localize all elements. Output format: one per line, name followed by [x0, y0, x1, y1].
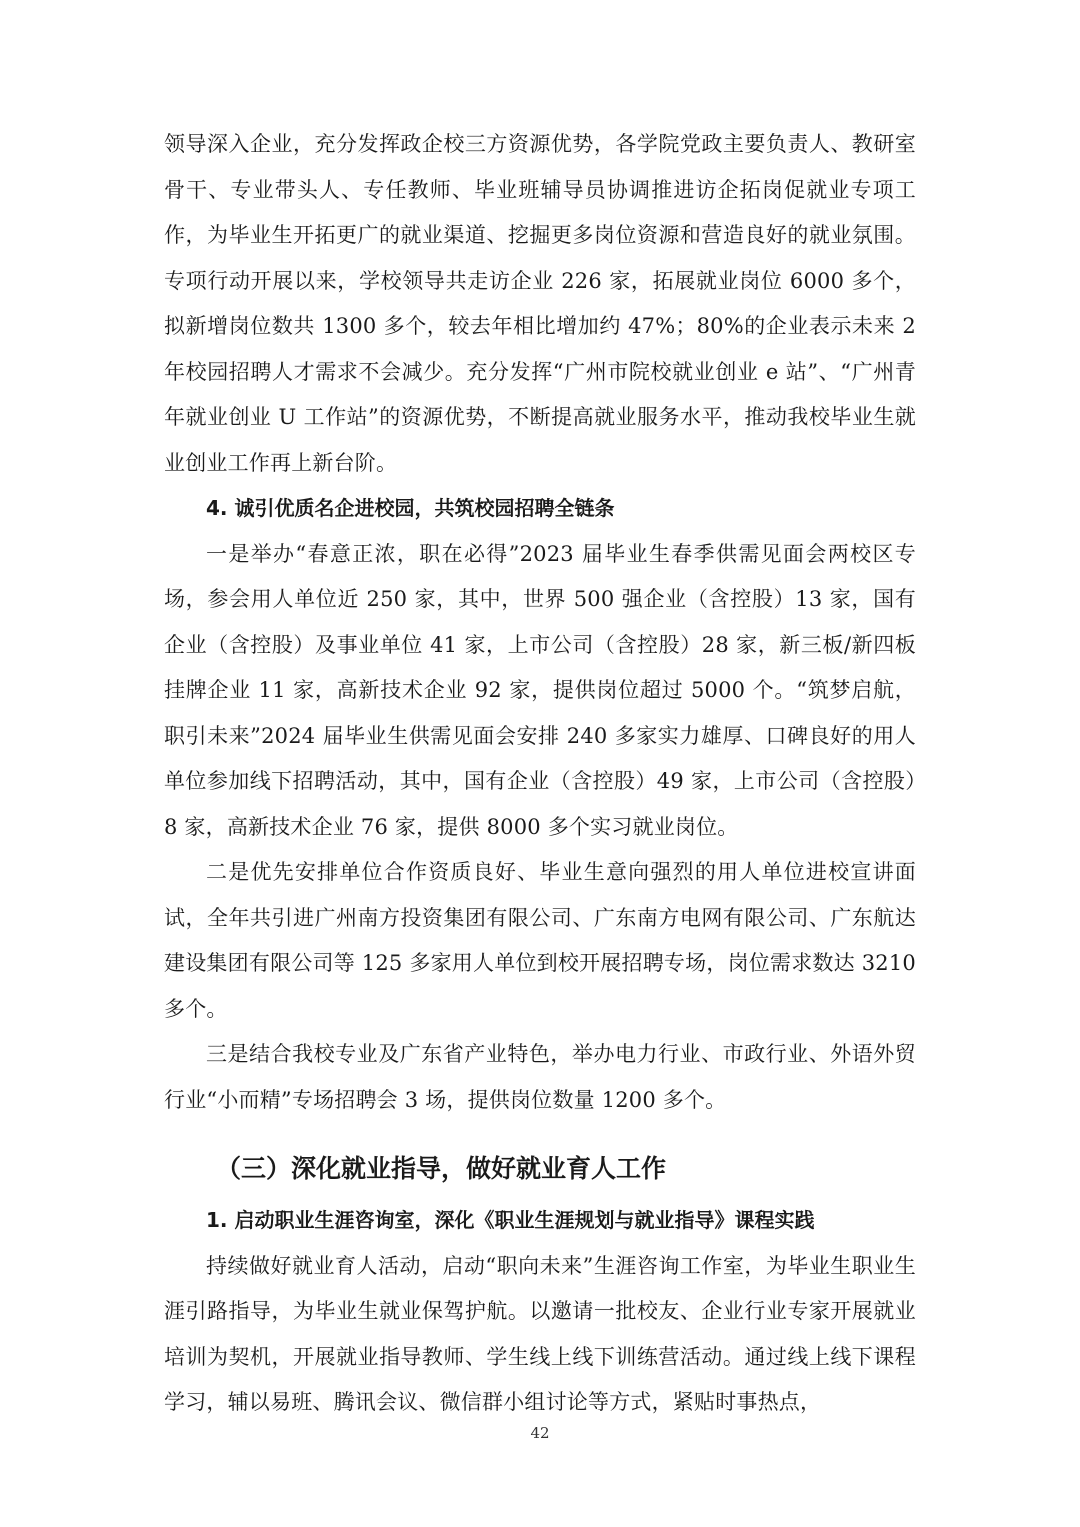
subheading-campus-recruitment: 4. 诚引优质名企进校园，共筑校园招聘全链条 [206, 496, 615, 520]
section-heading-employment-guidance: （三）深化就业指导，做好就业育人工作 [216, 1154, 667, 1183]
paragraph-spring-fair: 一是举办“春意正浓，职在必得”2023 届毕业生春季供需见面会两校区专场，参会用人单位近 250 家，其中，世界 500 强企业（含控股）13 家，国有企业（含控股）及事业单位 41 家，上市公司（含控股）28 家，新三板/新四板挂牌企业 11 家，高新技术企业 92 家，提供岗位超过 5000 个。“筑梦启航，职引未来”2024 届毕业生供需见面会安排 240 多家实力雄厚、口碑良好的用人单位参加线下招聘活动，其中，国有企业（含控股）49 家，上市公司（含控股）8 家，高新技术企业 76 家，提供 8000 多个实习就业岗位。 [164, 541, 916, 839]
page-number: 42 [530, 1424, 550, 1442]
paragraph-career-activities: 持续做好就业育人活动，启动“职向未来”生涯咨询工作室，为毕业生职业生涯引路指导，为毕业生就业保驾护航。以邀请一批校友、企业行业专家开展就业培训为契机，开展就业指导教师、学生线上线下训练营活动。通过线上线下课程学习，辅以易班、腾讯会议、微信群小组讨论等方式，紧贴时事热点， [164, 1253, 916, 1414]
document-body [164, 122, 916, 1426]
paragraph-industry-fairs: 三是结合我校专业及广东省产业特色，举办电力行业、市政行业、外语外贸行业“小而精”专场招聘会 3 场，提供岗位数量 1200 多个。 [164, 1042, 916, 1112]
paragraph-visit-enterprises: 领导深入企业，充分发挥政企校三方资源优势，各学院党政主要负责人、教研室骨干、专业带头人、专任教师、毕业班辅导员协调推进访企拓岗促就业专项工作，为毕业生开拓更广的就业渠道、挖掘更多岗位资源和营造良好的就业氛围。专项行动开展以来，学校领导共走访企业 226 家，拓展就业岗位 6000 多个，拟新增岗位数共 1300 多个，较去年相比增加约 47%；80%的企业表示未来 2 年校园招聘人才需求不会减少。充分发挥“广州市院校就业创业 e 站”、“广州青年就业创业 U 工作站”的资源优势，不断提高就业服务水平，推动我校毕业生就业创业工作再上新台阶。 [164, 132, 916, 475]
paragraph-priority-units: 二是优先安排单位合作资质良好、毕业生意向强烈的用人单位进校宣讲面试，全年共引进广州南方投资集团有限公司、广东南方电网有限公司、广东航达建设集团有限公司等 125 多家用人单位到校开展招聘专场，岗位需求数达 3210 多个。 [164, 860, 916, 1021]
subheading-career-consulting: 1. 启动职业生涯咨询室，深化《职业生涯规划与就业指导》课程实践 [206, 1208, 815, 1232]
